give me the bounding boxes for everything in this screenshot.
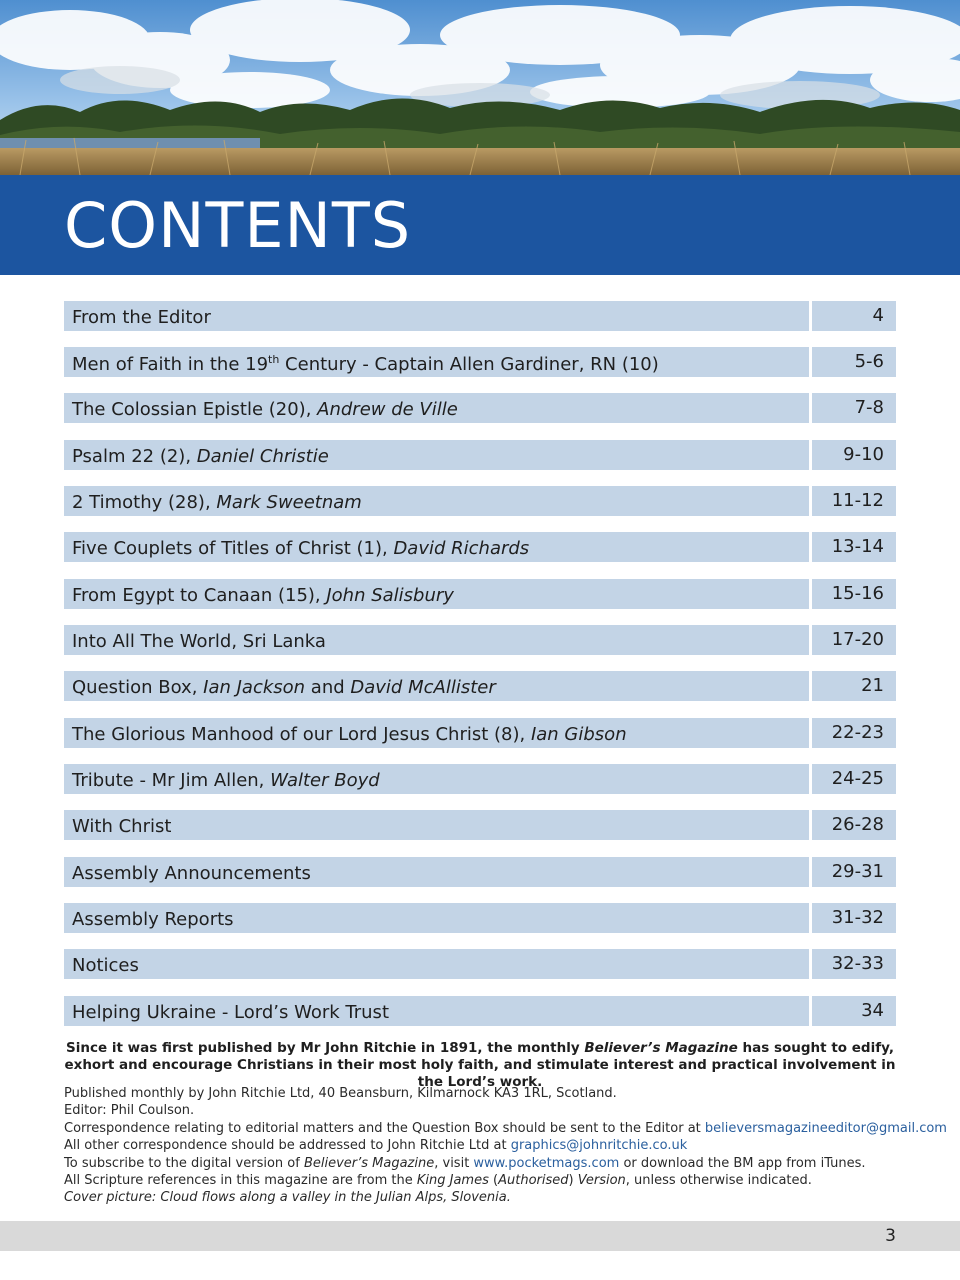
toc-title-text: Helping Ukraine - Lord’s Work Trust [72, 1002, 389, 1023]
toc-page-range: 22-23 [812, 718, 896, 748]
toc-entry-title [64, 949, 809, 979]
mission-statement [64, 1040, 896, 1091]
toc-title-text: Into All The World, Sri Lanka [72, 631, 326, 652]
toc-row[interactable] [64, 579, 896, 609]
other-correspondence-text: All other correspondence should be addressed to John Ritchie Ltd at [64, 1138, 511, 1154]
page-number: 3 [885, 1226, 896, 1246]
header-landscape-image [0, 0, 960, 175]
toc-author: Mark Sweetnam [216, 492, 362, 513]
toc-title-text: From the Editor [72, 307, 211, 328]
toc-title-text: From Egypt to Canaan (15), [72, 585, 327, 606]
toc-page-range: 24-25 [812, 764, 896, 794]
toc-author-joiner: and [305, 677, 351, 698]
toc-page-range: 31-32 [812, 903, 896, 933]
toc-row[interactable] [64, 347, 896, 377]
toc-page-range: 11-12 [812, 486, 896, 516]
toc-page-range: 4 [812, 301, 896, 331]
toc-author: Walter Boyd [270, 770, 380, 791]
published-line: Published monthly by John Ritchie Ltd, 40 Beansburn, Kilmarnock KA3 1RL, Scotland. [64, 1086, 617, 1101]
toc-page-range: 15-16 [812, 579, 896, 609]
toc-author: David Richards [393, 538, 530, 559]
scripture-paren-close: ) [568, 1173, 578, 1189]
toc-entry-title [64, 625, 809, 655]
toc-row[interactable] [64, 625, 896, 655]
toc-author: Ian Jackson [203, 677, 306, 698]
contents-list [64, 301, 896, 1042]
toc-entry-title [64, 393, 809, 423]
cover-caption [64, 1189, 904, 1206]
scripture-version-name: King James [416, 1173, 489, 1189]
toc-row[interactable] [64, 718, 896, 748]
toc-entry-title [64, 486, 809, 516]
toc-page-range: 9-10 [812, 440, 896, 470]
toc-row[interactable] [64, 996, 896, 1026]
toc-title-text: Tribute - Mr Jim Allen, [72, 770, 271, 791]
toc-row[interactable] [64, 440, 896, 470]
toc-page-range: 21 [812, 671, 896, 701]
toc-entry-title [64, 579, 809, 609]
toc-page-range: 34 [812, 996, 896, 1026]
toc-entry-title [64, 440, 809, 470]
cover-caption-text: Cover picture: Cloud flows along a valley in the Julian Alps, Slovenia. [64, 1190, 511, 1206]
toc-row[interactable] [64, 857, 896, 887]
pocketmags-link[interactable]: www.pocketmags.com [473, 1155, 620, 1171]
toc-page-range: 32-33 [812, 949, 896, 979]
mission-text-after: has sought to edify, exhort and encourage Christians in their most holy faith, and stimulate interest and practical involvement in the Lord’s work. [64, 1040, 896, 1090]
toc-title-text: Notices [72, 955, 139, 976]
toc-title-text: Question Box, [72, 677, 204, 698]
scripture-line [64, 1172, 904, 1189]
other-correspondence-line [64, 1137, 904, 1154]
toc-author: John Salisbury [326, 585, 454, 606]
toc-entry-title [64, 810, 809, 840]
subscribe-magazine-name: Believer’s Magazine [303, 1155, 435, 1171]
correspondence-line [64, 1120, 947, 1137]
mission-text-before: Since it was first published by Mr John Ritchie in 1891, the monthly [66, 1040, 585, 1056]
toc-page-range: 5-6 [812, 347, 896, 377]
toc-page-range: 17-20 [812, 625, 896, 655]
toc-title-text: Psalm 22 (2), [72, 446, 197, 467]
subscribe-text-before: To subscribe to the digital version of [64, 1155, 304, 1171]
subscribe-text-after: or download the BM app from iTunes. [619, 1155, 866, 1171]
scripture-authorised: Authorised [498, 1173, 569, 1189]
toc-title-text: The Glorious Manhood of our Lord Jesus Christ (8), [72, 724, 531, 745]
toc-author: Ian Gibson [530, 724, 627, 745]
toc-author-second: David McAllister [350, 677, 496, 698]
toc-entry-title [64, 857, 809, 887]
toc-row[interactable] [64, 393, 896, 423]
subscribe-text-mid: , visit [434, 1155, 474, 1171]
toc-row[interactable] [64, 810, 896, 840]
toc-row[interactable] [64, 532, 896, 562]
correspondence-text: Correspondence relating to editorial matters and the Question Box should be sent to the Editor at [64, 1120, 705, 1136]
editor-email-link[interactable]: believersmagazineeditor@gmail.com [704, 1120, 947, 1136]
page-title: CONTENTS [64, 189, 412, 262]
toc-row[interactable] [64, 486, 896, 516]
toc-entry-title [64, 903, 809, 933]
toc-title-text-after: Century - Captain Allen Gardiner, RN (10) [279, 354, 659, 375]
subscribe-line [64, 1155, 904, 1172]
toc-page-range: 13-14 [812, 532, 896, 562]
toc-author: Daniel Christie [196, 446, 329, 467]
toc-row[interactable] [64, 949, 896, 979]
toc-row[interactable] [64, 903, 896, 933]
toc-row[interactable] [64, 764, 896, 794]
toc-title-text: Assembly Announcements [72, 863, 311, 884]
toc-page-range: 26-28 [812, 810, 896, 840]
scripture-text-after: , unless otherwise indicated. [625, 1173, 812, 1189]
scripture-version-word: Version [577, 1173, 626, 1189]
toc-entry-title [64, 347, 809, 377]
toc-title-text: Men of Faith in the 19 [72, 354, 269, 375]
publication-info [64, 1085, 947, 1207]
toc-row[interactable] [64, 301, 896, 331]
toc-title-text: 2 Timothy (28), [72, 492, 217, 513]
toc-entry-title [64, 764, 809, 794]
toc-entry-title [64, 996, 809, 1026]
footer-bar [0, 1221, 960, 1251]
magazine-name: Believer’s Magazine [584, 1040, 738, 1056]
landscape-illustration [0, 0, 960, 175]
toc-title-text: With Christ [72, 816, 172, 837]
toc-author: Andrew de Ville [317, 399, 458, 420]
toc-page-range: 29-31 [812, 857, 896, 887]
toc-title-text: The Colossian Epistle (20), [72, 399, 318, 420]
toc-entry-title [64, 301, 809, 331]
graphics-email-link[interactable]: graphics@johnritchie.co.uk [510, 1138, 688, 1154]
toc-entry-title [64, 671, 809, 701]
title-band [0, 175, 960, 275]
scripture-text-before: All Scripture references in this magazine are from the [64, 1173, 417, 1189]
scripture-paren-open: ( [488, 1173, 499, 1189]
editor-line: Editor: Phil Coulson. [64, 1103, 195, 1119]
toc-page-range: 7-8 [812, 393, 896, 423]
toc-row[interactable] [64, 671, 896, 701]
toc-entry-title [64, 532, 809, 562]
toc-title-superscript: th [268, 353, 280, 366]
toc-title-text: Five Couplets of Titles of Christ (1), [72, 538, 394, 559]
toc-title-text: Assembly Reports [72, 909, 234, 930]
toc-entry-title [64, 718, 809, 748]
